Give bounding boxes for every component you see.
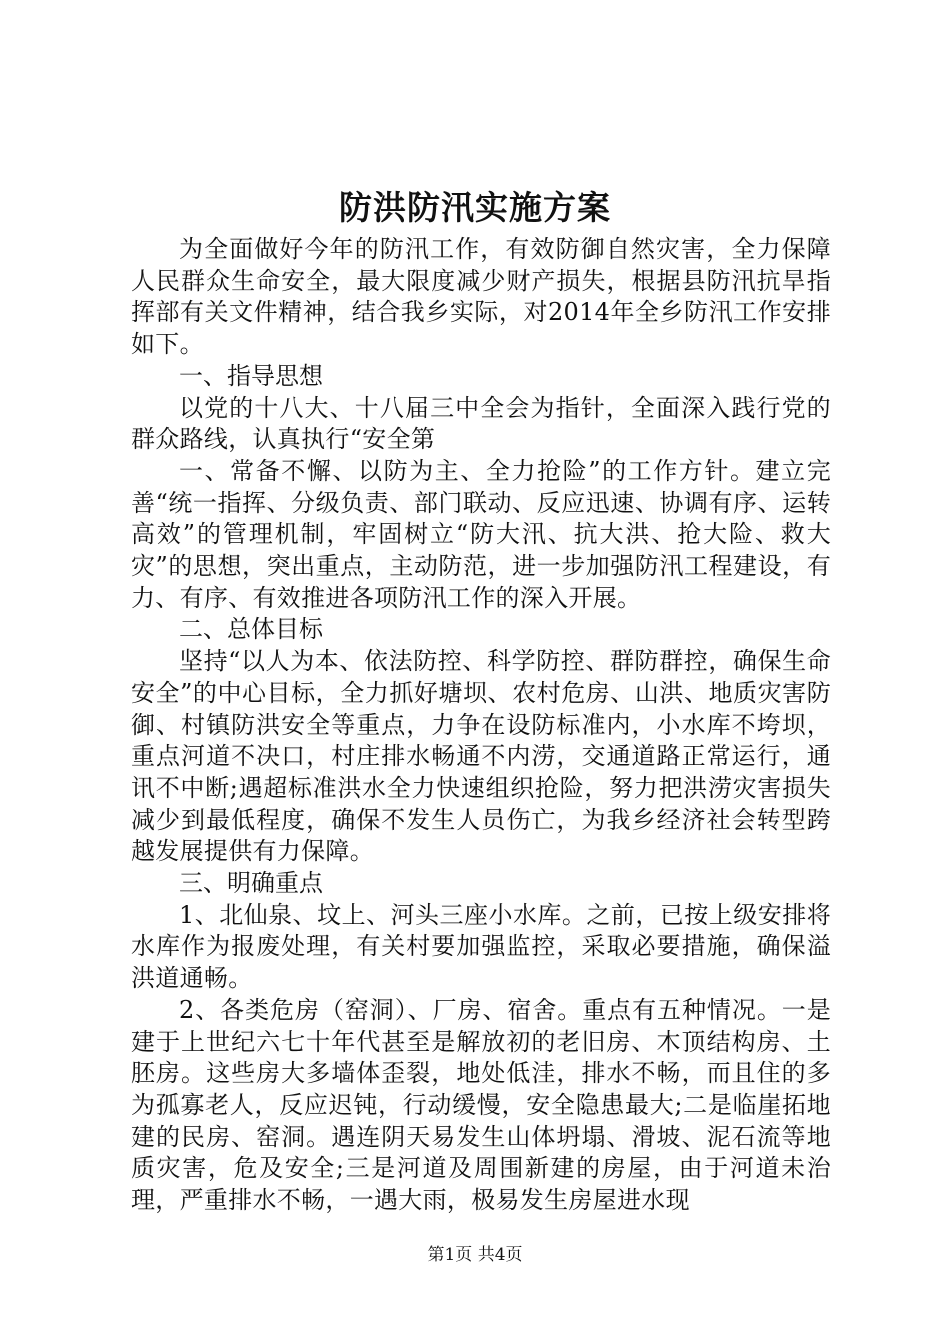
working-policy-paragraph: 一、常备不懈、以防为主、全力抢险”的工作方针。建立完善“统一指挥、分级负责、部门联动、反应迅速、协调有序、运转高效”的管理机制，牢固树立“防大汛、抗大洪、抢大险、救大灾”的思想，突出重点，主动防范，进一步加强防汛工程建设，有力、有序、有效推进各项防汛工作的深入开展。 xyxy=(131,456,831,612)
section-heading-guiding-ideology: 一、指导思想 xyxy=(179,361,323,390)
section-heading-key-points: 三、明确重点 xyxy=(179,869,323,898)
key-point-reservoirs-paragraph: 1、北仙泉、坟上、河头三座小水库。之前，已按上级安排将水库作为报废处理，有关村要加强监控，采取必要措施，确保溢洪道通畅。 xyxy=(131,900,831,993)
guiding-ideology-paragraph: 以党的十八大、十八届三中全会为指针，全面深入践行党的群众路线，认真执行“安全第 xyxy=(131,393,831,454)
page-footer: 第1页 共4页 xyxy=(427,1245,523,1265)
overall-goal-paragraph: 坚持“以人为本、依法防控、科学防控、群防群控，确保生命安全”的中心目标，全力抓好塘坝、农村危房、山洪、地质灾害防御、村镇防洪安全等重点，力争在设防标准内，小水库不垮坝，重点河道不决口，村庄排水畅通不内涝，交通道路正常运行，通讯不中断;遇超标准洪水全力快速组织抢险，努力把洪涝灾害损失减少到最低程度，确保不发生人员伤亡，为我乡经济社会转型跨越发展提供有力保障。 xyxy=(131,647,831,866)
section-heading-overall-goal: 二、总体目标 xyxy=(179,615,323,644)
document-body xyxy=(131,234,831,1217)
key-point-dangerous-houses-paragraph: 2、各类危房（窑洞）、厂房、宿舍。重点有五种情况。一是建于上世纪六七十年代甚至是解放初的老旧房、木顶结构房、土胚房。这些房大多墙体歪裂，地处低洼，排水不畅，而且住的多为孤寡老人，反应迟钝，行动缓慢，安全隐患最大;二是临崖拓地建的民房、窑洞。遇连阴天易发生山体坍塌、滑坡、泥石流等地质灾害，危及安全;三是河道及周围新建的房屋，由于河道未治理，严重排水不畅，一遇大雨，极易发生房屋进水现 xyxy=(131,995,831,1215)
intro-paragraph: 为全面做好今年的防汛工作，有效防御自然灾害，全力保障人民群众生命安全，最大限度减少财产损失，根据县防汛抗旱指挥部有关文件精神，结合我乡实际，对2014年全乡防汛工作安排如下。 xyxy=(131,235,831,359)
document-title: 防洪防汛实施方案 xyxy=(339,188,611,227)
